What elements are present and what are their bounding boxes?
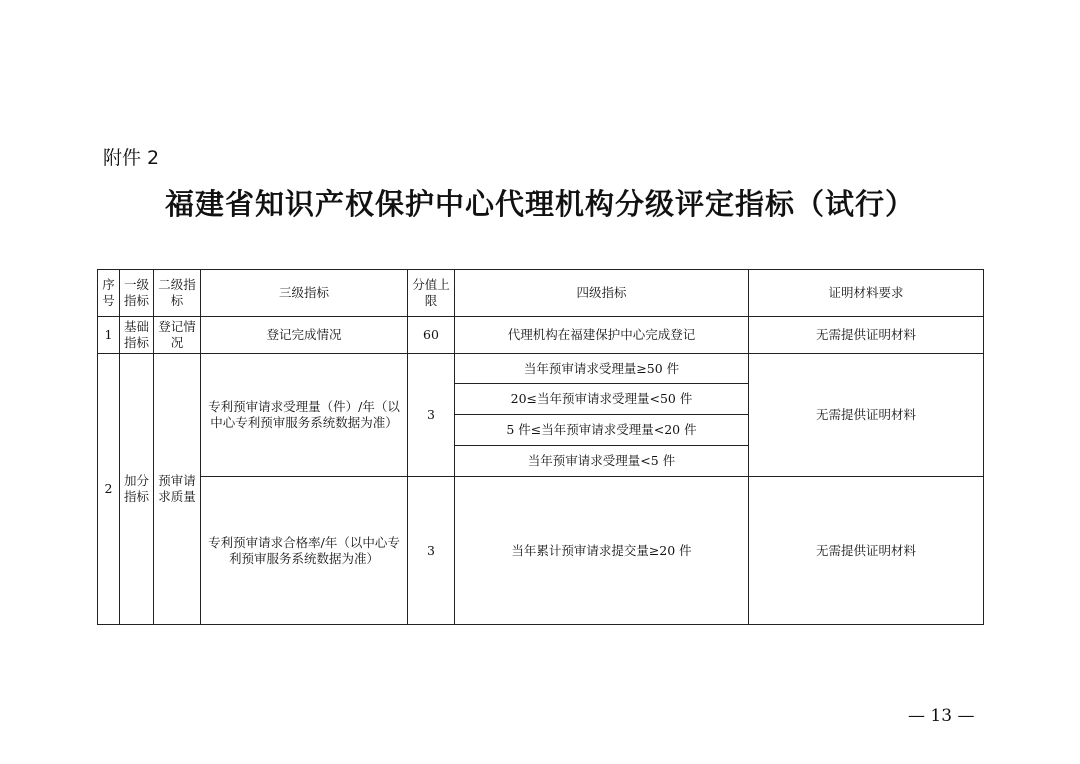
row1-seq: 1 — [98, 317, 120, 354]
row2a-level4-3: 5 件≤当年预审请求受理量<20 件 — [455, 415, 749, 446]
row2-level2: 预审请求质量 — [154, 354, 201, 625]
header-level2: 二级指标 — [154, 270, 201, 317]
row2b-score-cap: 3 — [408, 477, 455, 625]
row1-evidence: 无需提供证明材料 — [749, 317, 984, 354]
row2a-evidence: 无需提供证明材料 — [749, 354, 984, 477]
row1-level3: 登记完成情况 — [201, 317, 408, 354]
table-row — [98, 354, 984, 384]
row2a-level4-4: 当年预审请求受理量<5 件 — [455, 446, 749, 477]
table-row — [98, 477, 984, 625]
row2a-level4-2: 20≤当年预审请求受理量<50 件 — [455, 384, 749, 415]
row1-level2: 登记情况 — [154, 317, 201, 354]
row2a-level4-1: 当年预审请求受理量≥50 件 — [455, 354, 749, 384]
header-level4: 四级指标 — [455, 270, 749, 317]
row2a-score-cap: 3 — [408, 354, 455, 477]
row1-level1: 基础指标 — [120, 317, 154, 354]
row1-level4: 代理机构在福建保护中心完成登记 — [455, 317, 749, 354]
table-header-row — [98, 270, 984, 317]
header-level1: 一级指标 — [120, 270, 154, 317]
row2b-evidence: 无需提供证明材料 — [749, 477, 984, 625]
row2b-level4: 当年累计预审请求提交量≥20 件 — [455, 477, 749, 625]
evaluation-table — [97, 269, 984, 625]
table-row — [98, 317, 984, 354]
row1-score-cap: 60 — [408, 317, 455, 354]
header-score-cap: 分值上限 — [408, 270, 455, 317]
header-level3: 三级指标 — [201, 270, 408, 317]
attachment-label: 附件 2 — [103, 147, 160, 169]
row2-level1: 加分指标 — [120, 354, 154, 625]
row2b-level3: 专利预审请求合格率/年（以中心专利预审服务系统数据为准） — [201, 477, 408, 625]
header-seq: 序号 — [98, 270, 120, 317]
document-title: 福建省知识产权保护中心代理机构分级评定指标（试行） — [164, 187, 915, 221]
row2a-level3: 专利预审请求受理量（件）/年（以中心专利预审服务系统数据为准） — [201, 354, 408, 477]
page-number: — 13 — — [908, 706, 975, 726]
header-evidence: 证明材料要求 — [749, 270, 984, 317]
row2-seq: 2 — [98, 354, 120, 625]
